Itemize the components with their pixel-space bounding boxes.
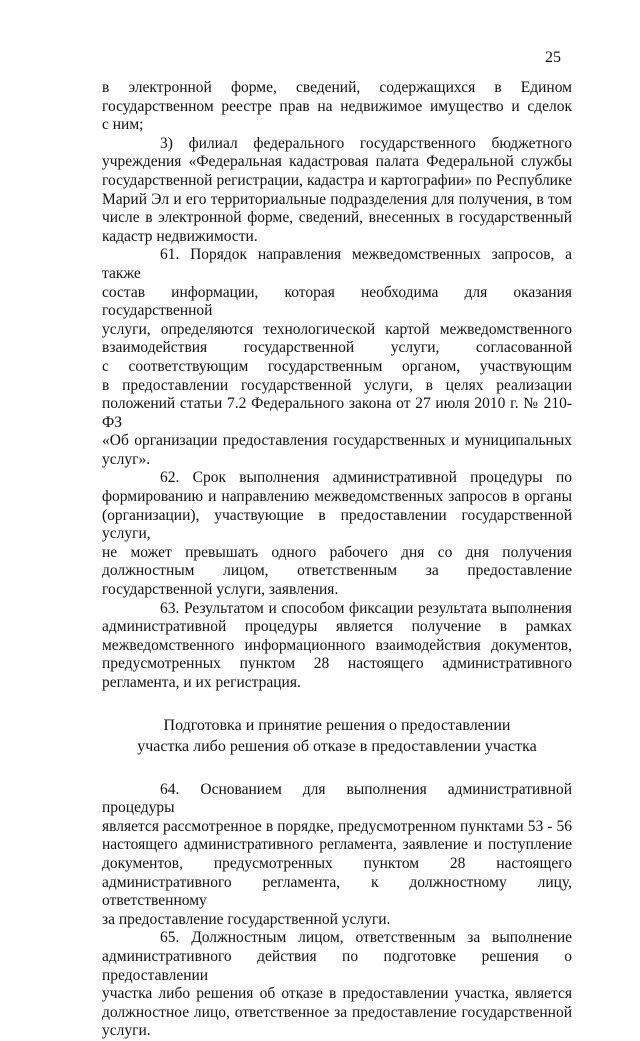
paragraph-item-3 xyxy=(102,135,572,247)
text-line: положений статьи 7.2 Федерального закона от 27 июля 2010 г. № 210-ФЗ xyxy=(102,395,572,431)
text-line: с соответствующим государственным органом, участвующим xyxy=(102,357,572,375)
text-line: в электронной форме, сведений, содержащихся в Едином xyxy=(102,79,572,96)
heading-line: Подготовка и принятие решения о предоставлении xyxy=(163,716,511,734)
text-line: 62. Срок выполнения административной процедуры по xyxy=(160,469,572,487)
text-line: Марий Эл и его территориальные подразделения для получения, в том xyxy=(102,190,572,208)
text-line: государственной услуги, заявления. xyxy=(102,581,339,599)
text-line: в предоставлении государственной услуги, в целях реализации xyxy=(102,376,572,394)
text-line: учреждения «Федеральная кадастровая палата Федеральной службы xyxy=(102,153,572,171)
text-line: административного действия по подготовке решения о предоставлении xyxy=(102,947,572,984)
section-heading xyxy=(102,715,572,757)
text-line: не может превышать одного рабочего дня со дня получения xyxy=(102,543,572,561)
text-line: настоящего административного регламента, заявление и поступление xyxy=(102,836,572,854)
text-line: 64. Основанием для выполнения административной процедуры xyxy=(102,780,572,817)
text-line: административной процедуры является получение в рамках xyxy=(102,618,572,636)
text-line: является рассмотренное в порядке, предусмотренном пунктами 53 - 56 xyxy=(102,817,572,835)
text-line: участка либо решения об отказе в предоставлении участка, является xyxy=(102,985,572,1003)
text-line: 3) филиал федерального государственного бюджетного xyxy=(160,134,572,152)
text-line: кадастр недвижимости. xyxy=(102,227,258,245)
paragraph-61 xyxy=(102,246,572,469)
text-line: межведомственного информационного взаимодействия документов, xyxy=(102,636,572,654)
page-number: 25 xyxy=(545,49,561,66)
text-line: за предоставление государственной услуги. xyxy=(102,910,391,928)
text-line: предусмотренных пунктом 28 настоящего административного xyxy=(102,655,572,673)
text-line: 61. Порядок направления межведомственных запросов, а также xyxy=(102,246,572,282)
document-body xyxy=(102,79,572,1041)
text-line: с ним; xyxy=(102,116,144,134)
paragraph-63 xyxy=(102,600,572,693)
heading-line: участка либо решения об отказе в предоставлении участка xyxy=(137,737,537,755)
paragraph-62 xyxy=(102,469,572,599)
text-line: услуги, определяются технологической картой межведомственного xyxy=(102,320,572,338)
text-line: 63. Результатом и способом фиксации результата выполнения xyxy=(160,599,572,617)
text-line: должностным лицом, ответственным за предоставление xyxy=(102,562,572,580)
text-line: услуг». xyxy=(102,450,151,468)
text-line: услуги. xyxy=(102,1022,151,1040)
text-line: числе в электронной форме, сведений, внесенных в государственный xyxy=(102,209,572,227)
text-line: должностное лицо, ответственное за предоставление государственной xyxy=(102,1003,572,1021)
text-line: состав информации, которая необходима для оказания государственной xyxy=(102,283,572,320)
text-line: формированию и направлению межведомственных запросов в органы xyxy=(102,488,572,506)
paragraph-continuation xyxy=(102,79,572,135)
text-line: «Об организации предоставления государственных и муниципальных xyxy=(102,432,572,450)
paragraph-65 xyxy=(102,929,572,1041)
text-line: 65. Должностным лицом, ответственным за выполнение xyxy=(160,929,572,947)
text-line: административного регламента, к должностному лицу, ответственному xyxy=(102,873,572,910)
text-line: государственной регистрации, кадастра и картографии» по Республике xyxy=(102,171,572,189)
text-line: (организации), участвующие в предоставлении государственной услуги, xyxy=(102,506,572,543)
paragraph-64 xyxy=(102,781,572,930)
text-line: регламента, и их регистрация. xyxy=(102,674,301,691)
text-line: государственном реестре прав на недвижимое имущество и сделок xyxy=(102,97,572,115)
text-line: взаимодействия государственной услуги, согласованной xyxy=(102,339,572,357)
text-line: документов, предусмотренных пунктом 28 настоящего xyxy=(102,854,572,872)
